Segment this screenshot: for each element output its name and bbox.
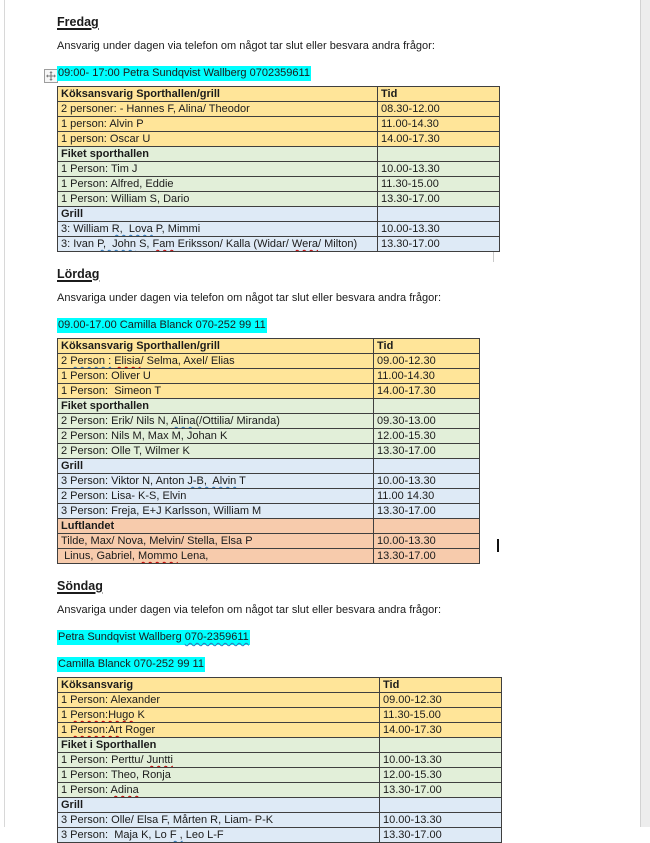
spellcheck-red-squiggle: Adina <box>110 784 139 796</box>
table-row <box>58 474 480 489</box>
highlighted-phone-text[interactable]: 09:00- 17:00 Petra Sundqvist Wallberg 0702359611 <box>58 67 310 79</box>
column-header-task[interactable]: Köksansvarig Sporthallen/grill <box>58 87 378 102</box>
table-header-row <box>58 87 500 102</box>
spellcheck-red-squiggle: Person:Hugo <box>70 709 135 721</box>
time-cell[interactable] <box>374 399 480 414</box>
time-cell[interactable] <box>378 207 500 222</box>
task-cell[interactable]: 1 Person: Oliver U <box>58 369 374 384</box>
table-section-row <box>58 459 480 474</box>
time-cell[interactable]: 13.30-17.00 <box>374 444 480 459</box>
spellcheck-blue-squiggle: R, Lova <box>111 223 153 235</box>
task-cell[interactable]: 3 Person: Maja K, Lo F , Leo L-F <box>58 828 380 843</box>
task-cell[interactable]: 1 Person: Alexander <box>58 693 380 708</box>
time-cell[interactable]: 13.30-17.00 <box>374 549 480 564</box>
time-cell[interactable]: 12.00-15.30 <box>374 429 480 444</box>
time-cell[interactable]: 10.00-13.30 <box>380 753 502 768</box>
time-cell[interactable]: 09.00-12.30 <box>380 693 502 708</box>
table-row <box>58 693 502 708</box>
task-cell[interactable]: 2 Person: Nils M, Max M, Johan K <box>58 429 374 444</box>
table-row <box>58 354 480 369</box>
table-section-row <box>58 147 500 162</box>
highlighted-phone-text[interactable]: Petra Sundqvist Wallberg 070-2359611 <box>58 631 249 643</box>
table-section-row <box>58 207 500 222</box>
table-row <box>58 177 500 192</box>
task-cell[interactable]: 3 Person: Olle/ Elsa F, Mårten R, Liam- P-K <box>58 813 380 828</box>
spellcheck-red-squiggle: Mommo <box>138 550 178 562</box>
spellcheck-red-squiggle: Juntti <box>146 754 173 766</box>
day-heading-sondag[interactable]: Söndag <box>57 579 103 593</box>
phone-highlight-group <box>57 316 617 333</box>
section-label-cell[interactable]: Grill <box>58 459 374 474</box>
task-cell[interactable]: 1 Person: Theo, Ronja <box>58 768 380 783</box>
spellcheck-red-squiggle: Elisia <box>114 355 141 367</box>
task-cell[interactable]: 1 Person: Alfred, Eddie <box>58 177 378 192</box>
time-cell[interactable]: 09.30-13.00 <box>374 414 480 429</box>
section-label-cell[interactable]: Grill <box>58 207 378 222</box>
table-section-row <box>58 798 502 813</box>
spellcheck-blue-squiggle: Person : <box>70 355 112 367</box>
table-row <box>58 414 480 429</box>
time-cell[interactable]: 11.30-15.00 <box>378 177 500 192</box>
task-cell[interactable]: 1 Person: Simeon T <box>58 384 374 399</box>
task-cell[interactable]: 2 personer: - Hannes F, Alina/ Theodor <box>58 102 378 117</box>
table-row <box>58 504 480 519</box>
table-row <box>58 768 502 783</box>
highlighted-phone-text[interactable]: Camilla Blanck 070-252 99 11 <box>58 658 204 670</box>
section-label-cell[interactable]: Fiket i Sporthallen <box>58 738 380 753</box>
section-label-cell[interactable]: Luftlandet <box>58 519 374 534</box>
section-lordag <box>57 267 617 564</box>
task-cell[interactable]: 3 Person: Freja, E+J Karlsson, William M <box>58 504 374 519</box>
table-row <box>58 102 500 117</box>
time-cell[interactable]: 14.00-17.30 <box>374 384 480 399</box>
time-cell[interactable]: 10.00-13.30 <box>374 534 480 549</box>
table-section-row <box>58 738 502 753</box>
section-sondag <box>57 579 617 843</box>
table-row <box>58 444 480 459</box>
task-cell[interactable]: 3: William R, Lova P, Mimmi <box>58 222 378 237</box>
spellcheck-red-squiggle: Person:Art <box>70 724 123 736</box>
table-row <box>58 117 500 132</box>
time-cell[interactable] <box>378 147 500 162</box>
column-header-time[interactable]: Tid <box>374 339 480 354</box>
task-cell[interactable]: 1 person: Oscar U <box>58 132 378 147</box>
task-cell[interactable]: 3 Person: Viktor N, Anton J-B, Alvin T <box>58 474 374 489</box>
spellcheck-blue-squiggle: J-B, Alvin <box>187 475 237 487</box>
column-header-task[interactable]: Köksansvarig <box>58 678 380 693</box>
spellcheck-blue-squiggle: P, John <box>97 238 137 250</box>
time-cell[interactable]: 11.00 14.30 <box>374 489 480 504</box>
task-cell[interactable]: 1 Person: Tim J <box>58 162 378 177</box>
task-cell[interactable]: 2 Person: Olle T, Wilmer K <box>58 444 374 459</box>
table-row <box>58 237 500 252</box>
spellcheck-blue-squiggle: F , <box>169 829 183 841</box>
four-way-arrow-icon <box>46 71 56 81</box>
table-row <box>58 369 480 384</box>
time-cell[interactable]: 11.30-15.00 <box>380 708 502 723</box>
time-cell[interactable]: 14.00-17.30 <box>378 132 500 147</box>
section-label-cell[interactable]: Fiket sporthallen <box>58 399 374 414</box>
table-row <box>58 534 480 549</box>
table-row <box>58 384 480 399</box>
spellcheck-blue-squiggle: 070-2359611 <box>184 631 249 643</box>
time-cell[interactable]: 13.30-17.00 <box>378 237 500 252</box>
table-header-row <box>58 339 480 354</box>
highlight-line <box>57 628 617 645</box>
phone-highlight-group <box>57 628 617 672</box>
table-row <box>58 222 500 237</box>
table-row <box>58 429 480 444</box>
time-cell[interactable]: 10.00-13.30 <box>378 162 500 177</box>
time-cell[interactable]: 09.00-12.30 <box>374 354 480 369</box>
task-cell[interactable]: 1 Person: William S, Dario <box>58 192 378 207</box>
task-cell[interactable]: 1 Person: Adina <box>58 783 380 798</box>
intro-paragraph[interactable]: Ansvarig under dagen via telefon om något tar slut eller besvara andra frågor: <box>57 40 435 52</box>
task-cell[interactable]: Linus, Gabriel, Mommo Lena, <box>58 549 374 564</box>
table-row <box>58 708 502 723</box>
highlight-line <box>57 64 617 81</box>
document-page <box>57 15 617 843</box>
table-row <box>58 828 502 843</box>
table-row <box>58 753 502 768</box>
task-cell[interactable]: 3: Ivan P, John S, Fam Eriksson/ Kalla (Widar/ Wera/ Milton) <box>58 237 378 252</box>
schedule-table-fredag <box>57 86 500 252</box>
task-cell[interactable]: 1 Person: Perttu/ Juntti <box>58 753 380 768</box>
intro-paragraph[interactable]: Ansvariga under dagen via telefon om något tar slut eller besvara andra frågor: <box>57 292 442 304</box>
column-header-task[interactable]: Köksansvarig Sporthallen/grill <box>58 339 374 354</box>
highlight-line <box>57 316 617 333</box>
time-cell[interactable]: 12.00-15.30 <box>380 768 502 783</box>
table-move-handle-icon[interactable] <box>44 69 58 83</box>
highlighted-phone-text[interactable]: 09.00-17.00 Camilla Blanck 070-252 99 11 <box>58 319 266 331</box>
column-header-time[interactable]: Tid <box>378 87 500 102</box>
table-section-row <box>58 519 480 534</box>
task-cell[interactable]: 2 Person : Elisia/ Selma, Axel/ Elias <box>58 354 374 369</box>
time-cell[interactable]: 10.00-13.30 <box>374 474 480 489</box>
task-cell[interactable]: 1 person: Alvin P <box>58 117 378 132</box>
time-cell[interactable] <box>380 738 502 753</box>
time-cell[interactable]: 10.00-13.30 <box>380 813 502 828</box>
task-cell[interactable]: 2 Person: Lisa- K-S, Elvin <box>58 489 374 504</box>
schedule-table-sondag <box>57 677 502 843</box>
task-cell[interactable]: 1 Person:Art Roger <box>58 723 380 738</box>
scrollbar-track[interactable] <box>640 0 650 827</box>
table-header-row <box>58 678 502 693</box>
page-edge-line <box>4 0 5 827</box>
day-heading-fredag[interactable]: Fredag <box>57 15 99 29</box>
time-cell[interactable] <box>374 519 480 534</box>
intro-paragraph[interactable]: Ansvariga under dagen via telefon om något tar slut eller besvara andra frågor: <box>57 604 442 616</box>
time-cell[interactable]: 13.30-17.00 <box>380 783 502 798</box>
schedule-table-lordag <box>57 338 480 564</box>
time-cell[interactable]: 13.30-17.00 <box>378 192 500 207</box>
highlight-line <box>57 655 617 672</box>
time-cell[interactable]: 13.30-17.00 <box>380 828 502 843</box>
column-header-time[interactable]: Tid <box>380 678 502 693</box>
spellcheck-red-squiggle: Wera <box>291 238 319 250</box>
table-row <box>58 813 502 828</box>
time-cell[interactable]: 10.00-13.30 <box>378 222 500 237</box>
table-row <box>58 132 500 147</box>
time-cell[interactable]: 14.00-17.30 <box>380 723 502 738</box>
section-fredag <box>57 15 617 252</box>
phone-highlight-group <box>57 64 617 81</box>
task-cell[interactable]: Tilde, Max/ Nova, Melvin/ Stella, Elsa P <box>58 534 374 549</box>
time-cell[interactable]: 11.00-14.30 <box>374 369 480 384</box>
table-row <box>58 162 500 177</box>
section-label-cell[interactable]: Grill <box>58 798 380 813</box>
table-row <box>58 783 502 798</box>
day-heading-lordag[interactable]: Lördag <box>57 267 100 281</box>
spellcheck-red-squiggle: Fam <box>152 238 175 250</box>
table-row <box>58 549 480 564</box>
time-cell[interactable]: 11.00-14.30 <box>378 117 500 132</box>
section-label-cell[interactable]: Fiket sporthallen <box>58 147 378 162</box>
time-cell[interactable]: 13.30-17.00 <box>374 504 480 519</box>
task-cell[interactable]: 1 Person:Hugo K <box>58 708 380 723</box>
table-row <box>58 489 480 504</box>
spellcheck-blue-squiggle: Alina <box>171 415 196 427</box>
task-cell[interactable]: 2 Person: Erik/ Nils N, Alina(/Ottilia/ Miranda) <box>58 414 374 429</box>
table-row <box>58 192 500 207</box>
table-row <box>58 723 502 738</box>
time-cell[interactable] <box>380 798 502 813</box>
table-section-row <box>58 399 480 414</box>
time-cell[interactable]: 08.30-12.00 <box>378 102 500 117</box>
time-cell[interactable] <box>374 459 480 474</box>
